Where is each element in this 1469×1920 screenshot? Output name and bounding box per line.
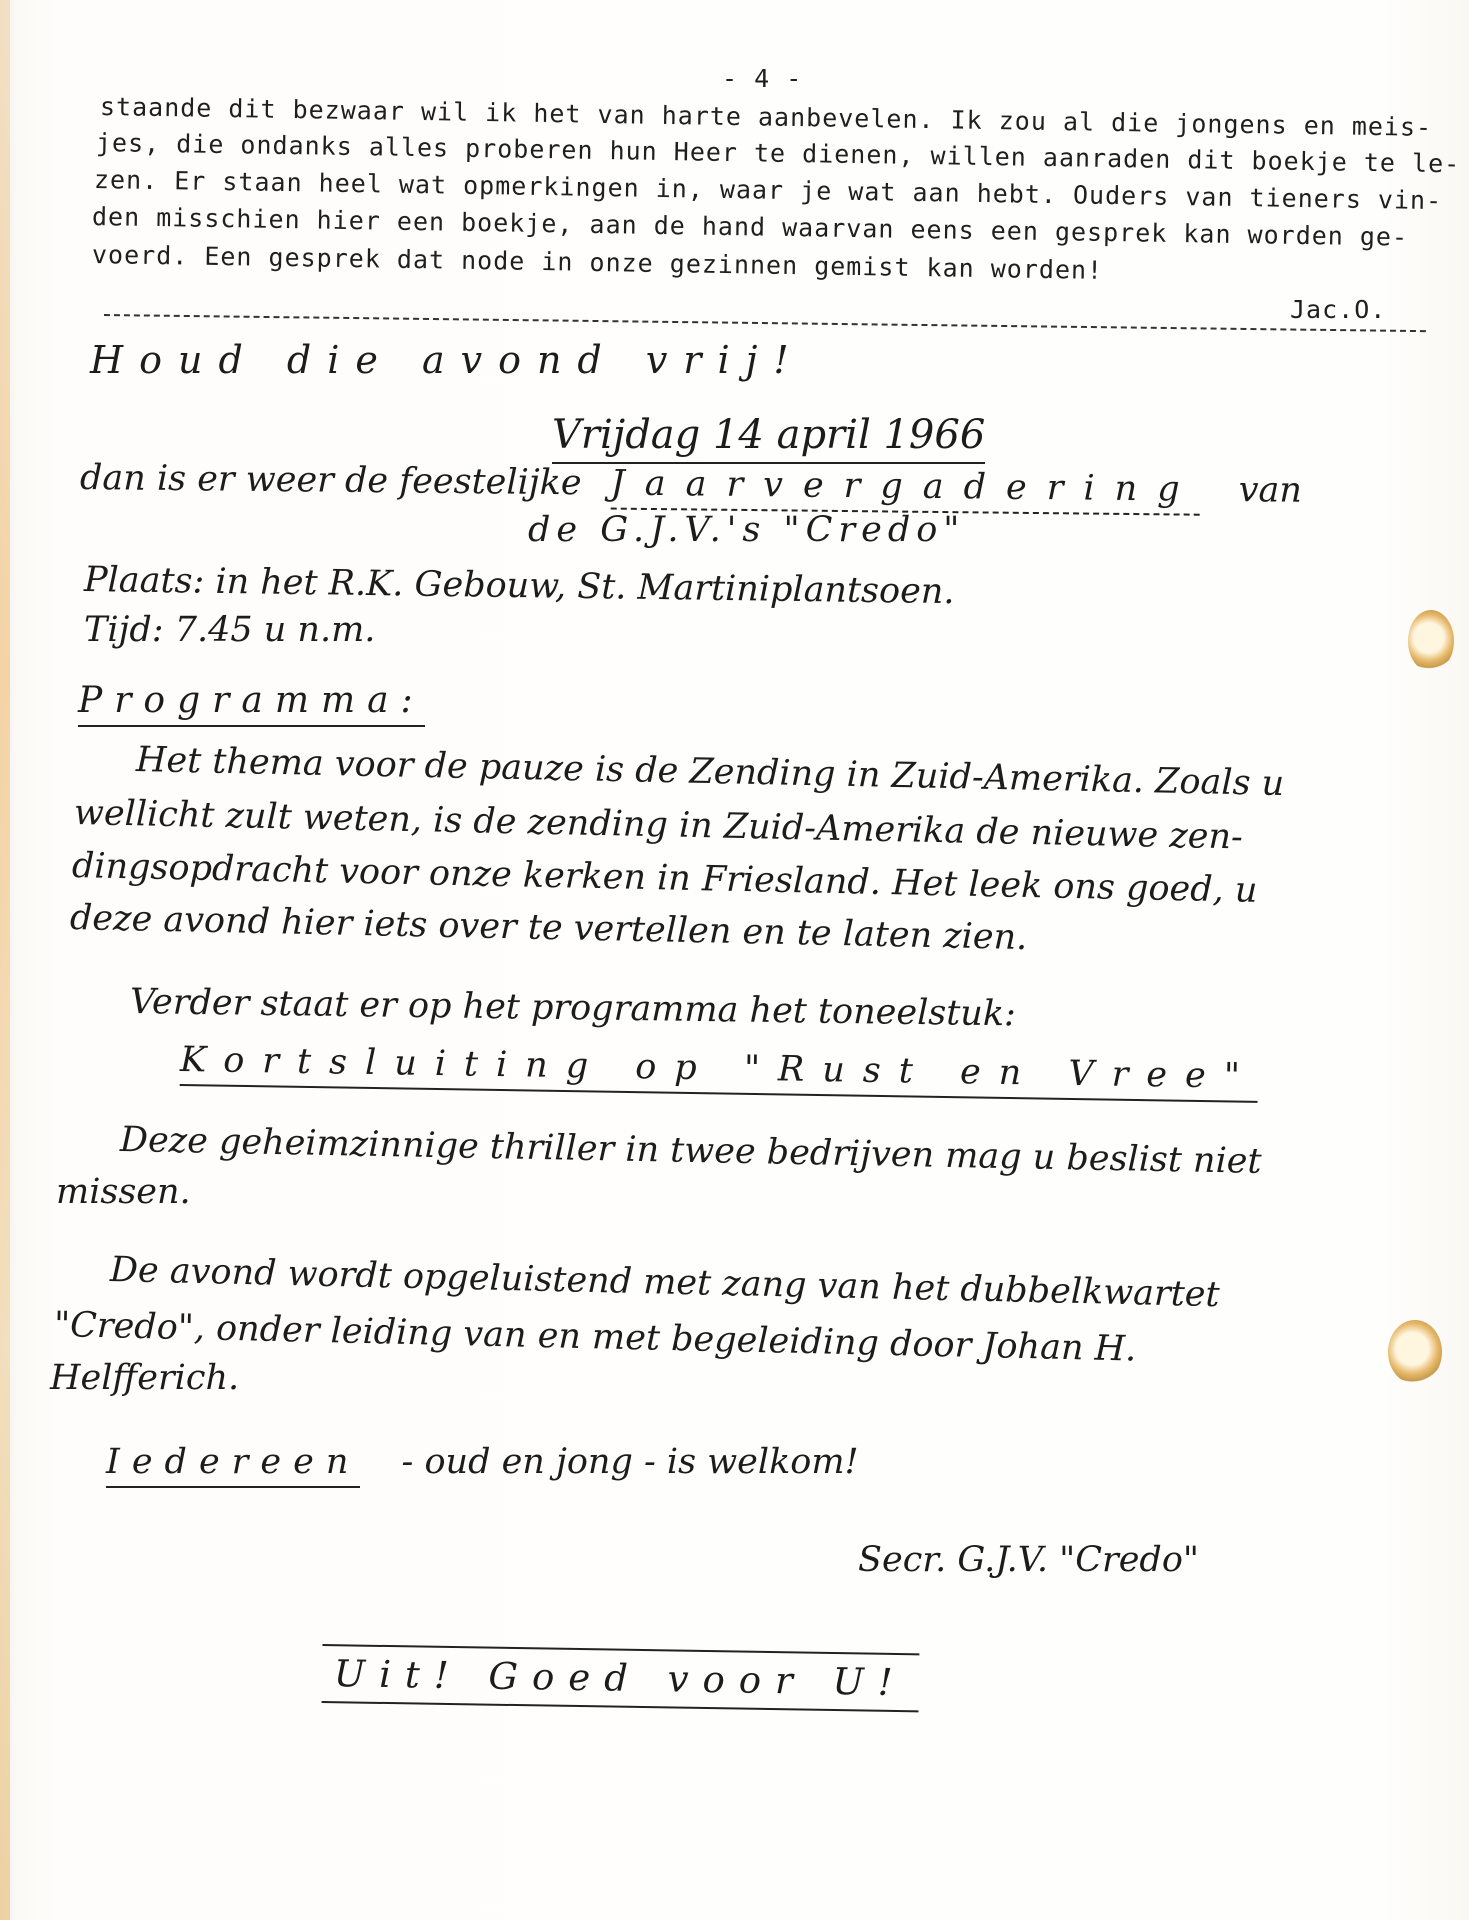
paper-edge-stain [0,0,10,1920]
thriller-line: Deze geheimzinnige thriller in twee bedrijven mag u beslist niet [119,1120,1262,1182]
programme-line: dingsopdracht voor onze kerken in Friesland. Het leek ons goed, u [71,846,1258,911]
review-signature: Jac.O. [1290,295,1387,324]
closing-line: De avond wordt opgeluistend met zang van het dubbelkwartet [109,1250,1221,1316]
play-intro: Verder staat er op het programma het toneelstuk: [129,982,1017,1035]
punch-hole-upper [1408,610,1454,672]
review-line: zen. Er staan heel wat opmerkingen in, waar je wat aan hebt. Ouders van tieners vin- [93,165,1443,216]
programme-line: Het thema voor de pauze is de Zending in Zuid-Amerika. Zoals u [135,740,1285,805]
closing-line: Helfferich. [50,1358,240,1398]
event-date: Vrijdag 14 april 1966 [552,412,985,464]
time-line: Tijd: 7.45 u n.m. [84,610,376,650]
announcement-line1-suffix: van [1238,470,1303,511]
programme-line: wellicht zult weten, is de zending in Zuid-Amerika de nieuwe zen- [73,793,1244,858]
review-line: staande dit bezwaar wil ik het van harte aanbevelen. Ik zou al die jongens en meis- [99,92,1433,142]
review-line: jes, die ondanks alles proberen hun Heer te dienen, willen aanraden dit boekje te le- [95,128,1461,179]
announcement-line1-prefix: dan is er weer de feestelijke [79,458,582,504]
review-line: den misschien hier een boekje, aan de hand waarvan eens een gesprek kan worden ge- [91,202,1409,252]
place-line: Plaats: in het R.K. Gebouw, St. Martiniplantsoen. [83,560,955,613]
closing-line: "Credo", onder leiding van en met begeleiding door Johan H. [53,1305,1137,1370]
secretary-signoff: Secr. G.J.V. "Credo" [858,1540,1200,1580]
organisation-line: de G.J.V.'s "Credo" [528,510,966,550]
everyone-line [106,1442,859,1482]
programme-heading: Programma: [78,680,425,727]
review-line: voerd. Een gesprek dat node in onze gezinnen gemist kan worden! [91,240,1104,285]
page-number: - 4 - [722,64,803,93]
meeting-word: Jaarvergadering [610,464,1199,516]
slogan-box: Uit! Goed voor U! [322,1644,920,1712]
punch-hole-lower [1388,1320,1442,1384]
everyone-word: Iedereen [106,1442,360,1488]
everyone-rest: - oud en jong - is welkom! [401,1442,859,1482]
programme-line: deze avond hier iets over te vertellen en te laten zien. [69,898,1028,959]
thriller-line: missen. [56,1172,191,1212]
play-title: Kortsluiting op "Rust en Vree" [180,1040,1259,1103]
heading-keep-evening-free: Houd die avond vrij! [90,338,805,382]
